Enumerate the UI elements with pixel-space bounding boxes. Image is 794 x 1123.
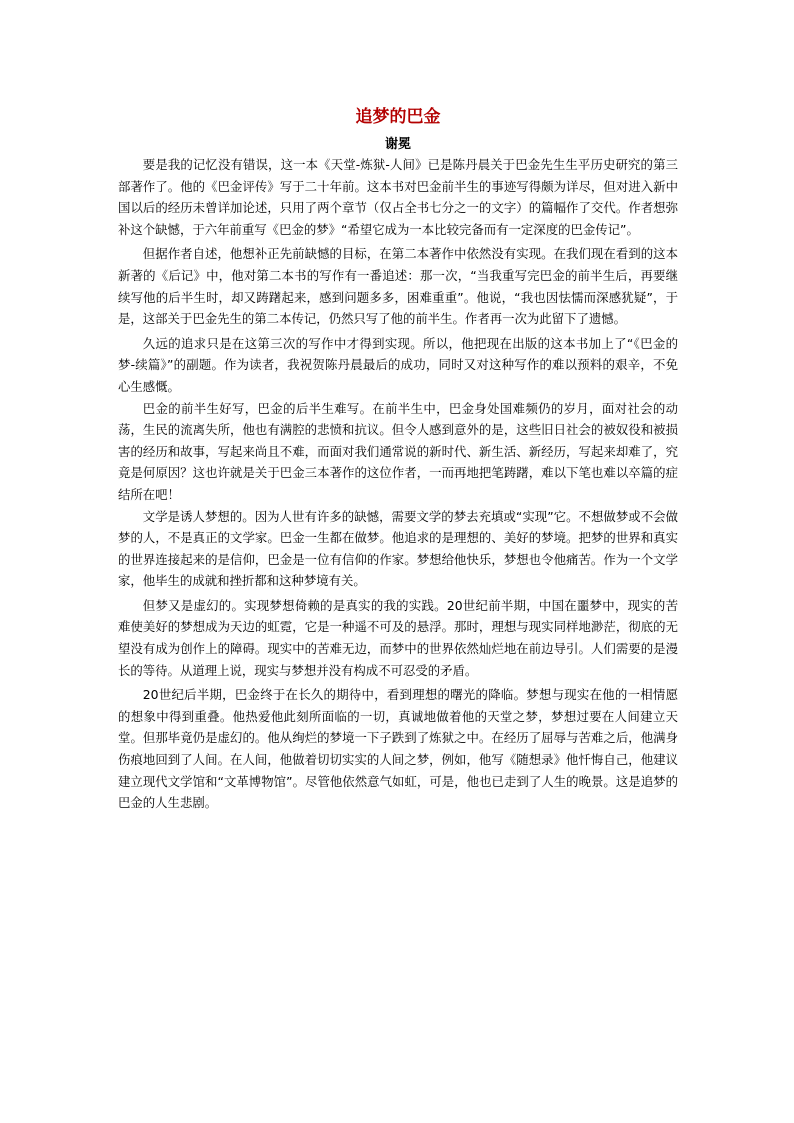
paragraph-7: 20世纪后半期，巴金终于在长久的期待中，看到理想的曙光的降临。梦想与现实在他的一相情愿的想象中得到重叠。他热爱他此刻所面临的一切，真诚地做着他的天堂之梦，梦想过要在人间建立天堂。但那毕竟仍是虚幻的。他从绚烂的梦境一下子跌到了炼狱之中。在经历了屈辱与苦难之后，他满身伤痕地回到了人间。在人间，他做着切切实实的人间之梦，例如，他写《随想录》他忏悔自己，他建议建立现代文学馆和“文革博物馆”。尽管他依然意气如虹，可是，他也已走到了人生的晚景。这是追梦的巴金的人生悲剧。 bbox=[118, 687, 678, 811]
article-title: 追梦的巴金 bbox=[355, 107, 441, 127]
article-author: 谢冕 bbox=[384, 137, 411, 152]
paragraph-2: 但据作者自述，他想补正先前缺憾的目标，在第二本著作中依然没有实现。在我们现在看到的这本新著的《后记》中，他对第二本书的写作有一番追述：那一次，“当我重写完巴金的前半生后，再要继续写他的后半生时，却又踌躇起来，感到问题多多，困难重重”。他说，“我也因怯懦而深感犹疑”，于是，这部关于巴金先生的第二本传记，仍然只写了他的前半生。作者再一次为此留下了遗憾。 bbox=[118, 246, 678, 327]
paragraph-6: 但梦又是虚幻的。实现梦想倚赖的是真实的我的实践。20世纪前半期，中国在噩梦中，现实的苦难使美好的梦想成为天边的虹霓，它是一种遥不可及的悬浮。那时，理想与现实同样地渺茫，彻底的无望没有成为创作上的障碍。现实中的苦难无边，而梦中的世界依然灿烂地在前边导引。人们需要的是漫长的等待。从道理上说，现实与梦想并没有构成不可忍受的矛盾。 bbox=[118, 597, 678, 678]
paragraph-1: 要是我的记忆没有错误，这一本《天堂-炼狱-人间》已是陈丹晨关于巴金先生生平历史研究的第三部著作了。他的《巴金评传》写于二十年前。这本书对巴金前半生的事迹写得颇为详尽，但对进入新中国以后的经历未曾详加论述，只用了两个章节（仅占全书七分之一的文字）的篇幅作了交代。作者想弥补这个缺憾，于六年前重写《巴金的梦》“希望它成为一本比较完备而有一定深度的巴金传记”。 bbox=[118, 157, 678, 237]
paragraph-4: 巴金的前半生好写，巴金的后半生难写。在前半生中，巴金身处国难频仍的岁月，面对社会的动荡，生民的流离失所，他也有满腔的悲愤和抗议。但令人感到意外的是，这些旧日社会的被奴役和被损害的经历和故事，写起来尚且不难，而面对我们通常说的新时代、新生活、新经历，写起来却难了，究竟是何原因？这也许就是关于巴金三本著作的这位作者，一而再地把笔踌躇，难以下笔也难以卒篇的症结所在吧！ bbox=[118, 400, 678, 502]
document-page bbox=[118, 104, 678, 814]
paragraph-5: 文学是诱人梦想的。因为人世有许多的缺憾，需要文学的梦去充填或“实现”它。不想做梦或不会做梦的人，不是真正的文学家。巴金一生都在做梦。他追求的是理想的、美好的梦境。把梦的世界和真实的世界连接起来的是信仰，巴金是一位有信仰的作家。梦想给他快乐，梦想也令他痛苦。作为一个文学家，他毕生的成就和挫折都和这种梦境有关。 bbox=[118, 508, 678, 589]
paragraph-3: 久远的追求只是在这第三次的写作中才得到实现。所以，他把现在出版的这本书加上了“《巴金的梦-续篇》”的副题。作为读者，我祝贺陈丹晨最后的成功，同时又对这种写作的难以预料的艰辛，不免心生感慨。 bbox=[118, 335, 678, 394]
article-body bbox=[118, 154, 678, 814]
